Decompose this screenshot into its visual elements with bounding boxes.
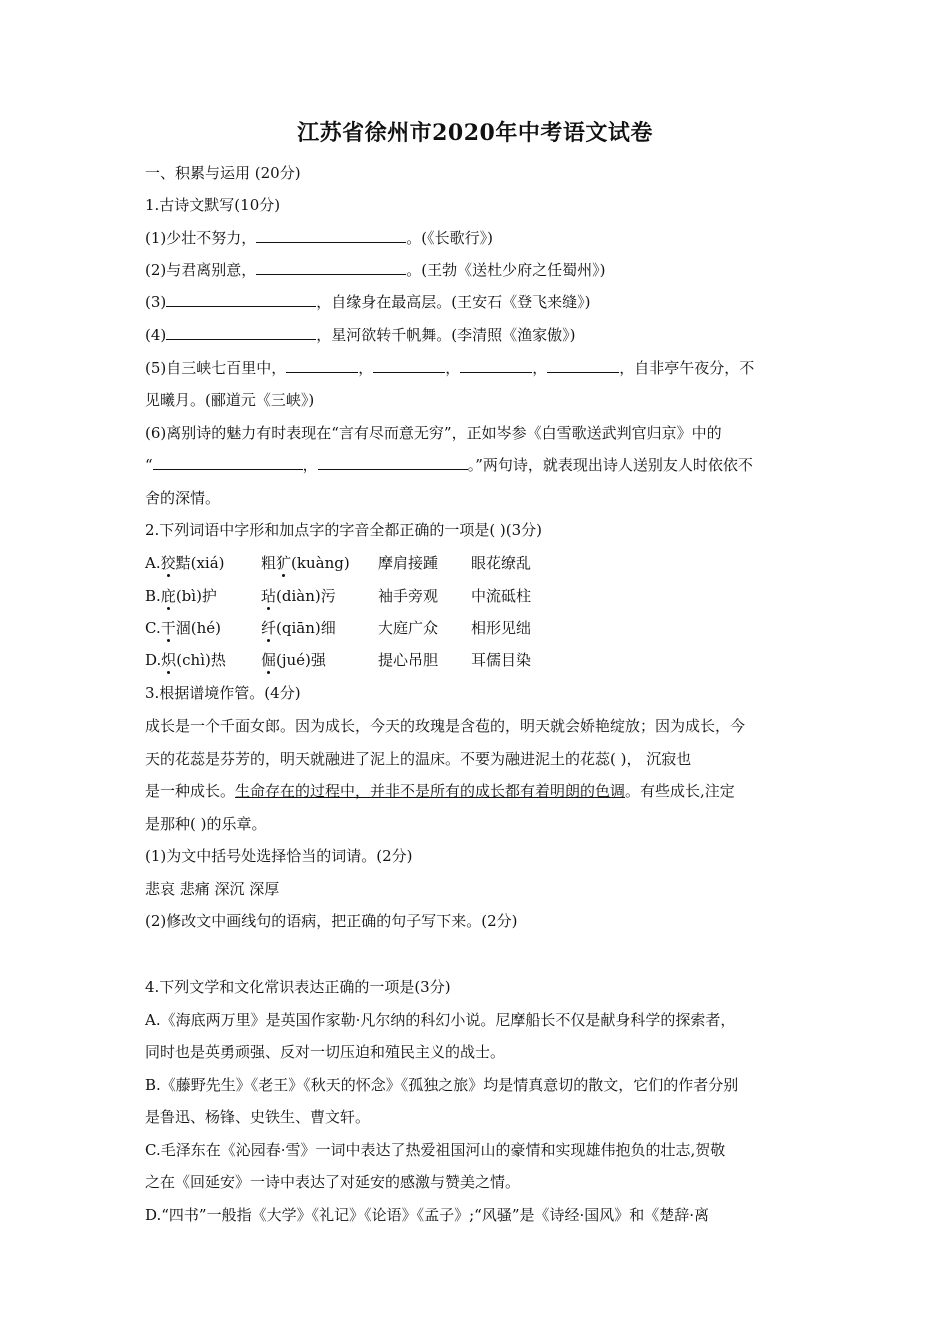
- q3-word-choices: 悲哀 悲痛 深沉 深厚: [145, 880, 280, 898]
- q4-option-a[interactable]: A.《海底两万里》是英国作家勒·凡尔纳的科幻小说。尼摩船长不仅是献身科学的探索者，: [145, 1011, 736, 1029]
- q2-option-a-word2: 粗犷(kuàng): [261, 554, 350, 572]
- q2-option-c-word1[interactable]: C.干涸(hé): [145, 619, 221, 637]
- underlined-sentence: 生命存在的过程中，并非不是所有的成长都有着明朗的色调: [235, 782, 626, 800]
- answer-blank[interactable]: [460, 358, 532, 373]
- q2-option-b-word4: 中流砥柱: [471, 587, 532, 605]
- answer-blank[interactable]: [318, 455, 468, 470]
- answer-blank[interactable]: [256, 260, 406, 275]
- q1-item-6-line3: 舍的深情。: [145, 489, 221, 507]
- q2-option-d-word4: 耳儒目染: [471, 651, 532, 669]
- q1-item-6-line2: “ ， 。”两句诗，就表现出诗人送别友人时依依不: [145, 456, 753, 474]
- q2-option-b-word2: 玷(diàn)污: [261, 587, 336, 605]
- q2-option-c-word3: 大庭广众: [378, 619, 439, 637]
- q2-option-b-word3: 袖手旁观: [378, 587, 439, 605]
- q3-sub1: (1)为文中括号处选择恰当的词请。(2分): [145, 847, 413, 865]
- q4-heading: 4.下列文学和文化常识表达正确的一项是(3分): [145, 978, 451, 996]
- q2-option-c-word2: 纤(qiān)细: [261, 619, 336, 637]
- q4-option-d[interactable]: D.“四书”一般指《大学》《礼记》《论语》《孟子》;“风骚”是《诗经·国风》和《楚辞·离: [145, 1206, 710, 1224]
- exam-title: 江苏省徐州市2020年中考语文试卷: [297, 120, 653, 146]
- q3-passage-line4: 是那种( )的乐章。: [145, 815, 267, 833]
- q4-option-b[interactable]: B.《藤野先生》《老王》《秋天的怀念》《孤独之旅》均是情真意切的散文，它们的作者分别: [145, 1076, 739, 1094]
- q4-option-c-cont: 之在《回延安》一诗中表达了对延安的感激与赞美之情。: [145, 1173, 521, 1191]
- q2-option-d-word2: 倔(jué)强: [261, 651, 326, 669]
- q2-option-a-word1[interactable]: A.狡黠(xiá): [145, 554, 225, 572]
- q1-heading: 1.古诗文默写(10分): [145, 196, 281, 214]
- q4-option-a-cont: 同时也是英勇顽强、反对一切压迫和殖民主义的战士。: [145, 1043, 506, 1061]
- q3-sub2: (2)修改文中画线句的语病，把正确的句子写下来。(2分): [145, 912, 518, 930]
- q1-item-5: (5)自三峡七百里中， ， ， ， ，自非亭午夜分，不: [145, 359, 755, 377]
- q3-heading: 3.根据谱境作管。(4分): [145, 684, 301, 702]
- q1-item-3: (3) ，自缘身在最高层。(王安石《登飞来缝》): [145, 293, 591, 311]
- answer-blank[interactable]: [373, 358, 445, 373]
- answer-blank[interactable]: [286, 358, 358, 373]
- q2-option-d-word1[interactable]: D.炽(chì)热: [145, 651, 226, 669]
- answer-blank[interactable]: [153, 455, 303, 470]
- q3-passage-line2: 天的花蕊是芬芳的，明天就融进了泥上的温床。不要为融进泥土的花蕊( )， 沉寂也: [145, 750, 692, 768]
- answer-blank[interactable]: [166, 292, 316, 307]
- q2-option-a-word4: 眼花缭乱: [471, 554, 532, 572]
- q4-option-c[interactable]: C.毛泽东在《沁园春·雪》一词中表达了热爱祖国河山的豪情和实现雄伟抱负的壮志,贺敬: [145, 1141, 726, 1159]
- q2-heading: 2.下列词语中字形和加点字的字音全都正确的一项是( )(3分): [145, 521, 543, 539]
- q4-option-b-cont: 是鲁迅、杨锋、史铁生、曹文轩。: [145, 1108, 371, 1126]
- q3-passage-line1: 成长是一个千面女郎。因为成长，今天的玫瑰是含苞的，明天就会娇艳绽放；因为成长，今: [145, 717, 746, 735]
- q2-option-d-word3: 提心吊胆: [378, 651, 439, 669]
- q1-item-5-cont: 见曦月。(郦道元《三峡》): [145, 391, 315, 409]
- answer-blank[interactable]: [166, 325, 316, 340]
- q2-option-a-word3: 摩肩接踵: [378, 554, 439, 572]
- answer-blank[interactable]: [547, 358, 619, 373]
- q1-item-4: (4) ，星河欲转千帆舞。(李清照《渔家傲》): [145, 326, 576, 344]
- q2-option-b-word1[interactable]: B.庇(bì)护: [145, 587, 217, 605]
- q1-item-6: (6)离别诗的魅力有时表现在“言有尽而意无穷”，正如岑参《白雪歌送武判官归京》中的: [145, 424, 722, 442]
- q3-passage-line3: 是一种成长。生命存在的过程中，并非不是所有的成长都有着明朗的色调。有些成长,注定: [145, 782, 735, 800]
- q2-option-c-word4: 相形见绌: [471, 619, 532, 637]
- q1-item-1: (1)少壮不努力， 。(《长歌行》): [145, 229, 493, 247]
- q1-item-2: (2)与君离别意， 。(王勃《送杜少府之任蜀州》): [145, 261, 606, 279]
- answer-blank[interactable]: [256, 228, 406, 243]
- section-heading: 一、积累与运用 (20分): [145, 164, 301, 182]
